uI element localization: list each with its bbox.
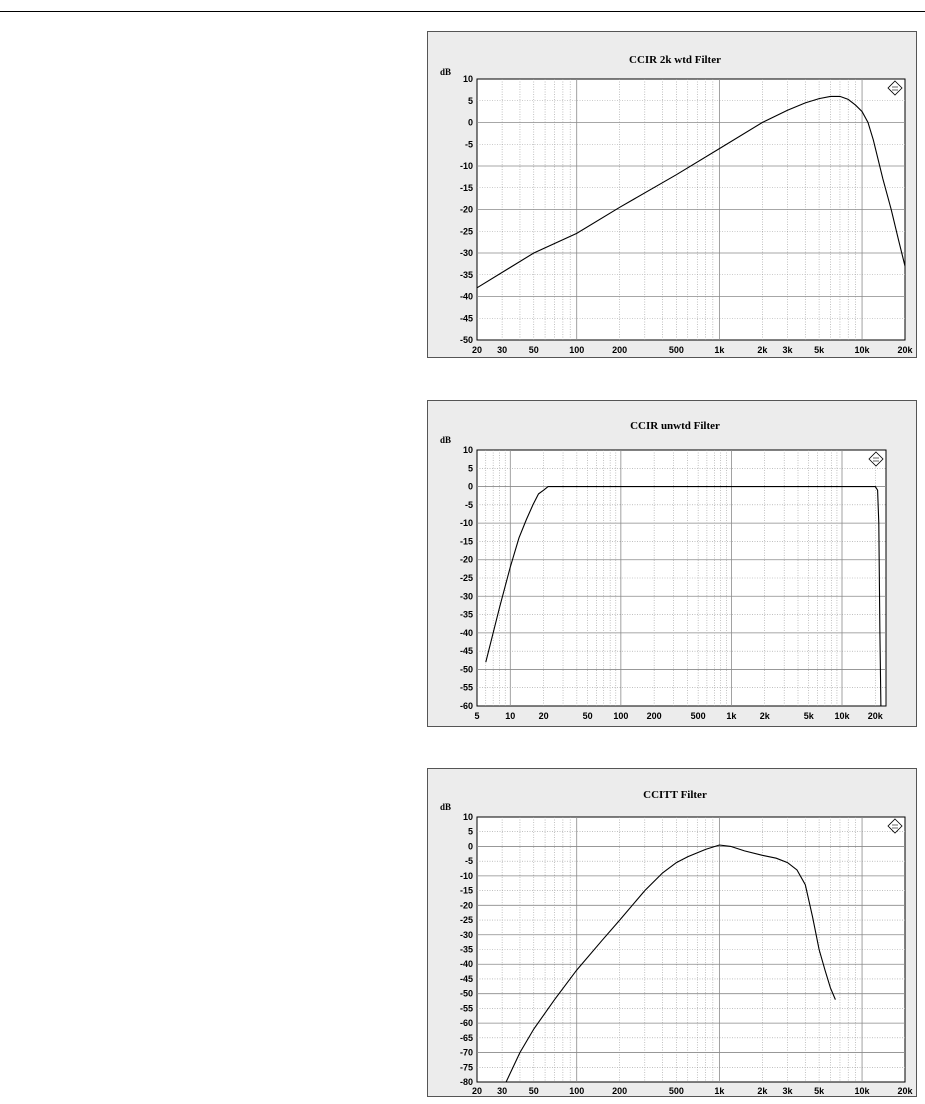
x-tick-label: 200 bbox=[646, 711, 662, 721]
y-axis-label: dB bbox=[440, 435, 452, 445]
x-tick-label: 2k bbox=[759, 711, 770, 721]
y-tick-label: -35 bbox=[459, 944, 473, 955]
x-tick-label: 20k bbox=[897, 1086, 913, 1096]
y-tick-label: 0 bbox=[467, 117, 473, 128]
x-tick-label: 3k bbox=[782, 345, 793, 355]
y-tick-label: -45 bbox=[459, 313, 473, 324]
y-tick-label: -55 bbox=[459, 682, 473, 693]
y-tick-label: -15 bbox=[459, 885, 473, 896]
y-tick-label: -25 bbox=[459, 915, 473, 926]
x-tick-label: 50 bbox=[582, 711, 593, 721]
chart-title: CCIR 2k wtd Filter bbox=[629, 54, 721, 66]
chart-title: CCIR unwtd Filter bbox=[630, 420, 720, 432]
y-tick-label: 10 bbox=[462, 74, 473, 84]
x-tick-label: 20k bbox=[867, 711, 883, 721]
chart-panel-ccir-2k-wtd bbox=[427, 31, 917, 358]
chart-svg-ccir-2k-wtd bbox=[428, 32, 916, 357]
y-tick-label: -35 bbox=[459, 609, 473, 620]
page-top-rule bbox=[0, 11, 925, 12]
y-tick-label: -40 bbox=[459, 959, 473, 970]
x-tick-label: 1k bbox=[714, 1086, 725, 1096]
x-tick-label: 20 bbox=[471, 345, 483, 355]
y-tick-label: -40 bbox=[459, 627, 473, 638]
y-tick-label: -40 bbox=[459, 291, 473, 302]
x-tick-label: 10 bbox=[505, 711, 516, 721]
y-tick-label: -45 bbox=[459, 646, 473, 657]
y-tick-label: -50 bbox=[459, 664, 473, 675]
y-tick-label: -55 bbox=[459, 1003, 473, 1014]
x-tick-label: 30 bbox=[497, 345, 508, 355]
y-tick-label: -30 bbox=[459, 248, 473, 258]
y-tick-label: -35 bbox=[459, 269, 473, 280]
y-tick-label: -15 bbox=[459, 182, 473, 193]
y-tick-label: -30 bbox=[459, 591, 473, 602]
chart-svg-ccir-unwtd bbox=[428, 401, 916, 726]
y-tick-label: 5 bbox=[467, 95, 473, 106]
x-tick-label: 5 bbox=[474, 711, 480, 721]
x-tick-label: 500 bbox=[668, 1086, 684, 1096]
x-tick-label: 100 bbox=[569, 345, 585, 355]
x-tick-label: 10k bbox=[854, 1086, 870, 1096]
x-tick-label: 2k bbox=[757, 1086, 768, 1096]
chart-panel-ccir-unwtd bbox=[427, 400, 917, 727]
x-tick-label: 50 bbox=[528, 1086, 539, 1096]
y-tick-label: -20 bbox=[459, 554, 473, 565]
y-tick-label: -20 bbox=[459, 204, 473, 215]
y-tick-label: -60 bbox=[459, 701, 473, 711]
y-tick-label: 0 bbox=[467, 841, 473, 852]
x-tick-label: 1k bbox=[714, 345, 725, 355]
x-tick-label: 20k bbox=[897, 345, 913, 355]
x-tick-label: 5k bbox=[803, 711, 814, 721]
y-tick-label: -50 bbox=[459, 335, 473, 345]
y-axis-label: dB bbox=[440, 802, 452, 812]
y-tick-label: -10 bbox=[459, 161, 473, 171]
y-tick-label: -45 bbox=[459, 973, 473, 984]
y-tick-label: 0 bbox=[467, 481, 473, 492]
x-tick-label: 500 bbox=[690, 711, 706, 721]
y-tick-label: -15 bbox=[459, 536, 473, 547]
x-tick-label: 10k bbox=[834, 711, 850, 721]
y-tick-label: -50 bbox=[459, 988, 473, 999]
x-tick-label: 200 bbox=[612, 1086, 628, 1096]
x-tick-label: 200 bbox=[612, 345, 628, 355]
y-tick-label: 5 bbox=[467, 463, 473, 474]
x-tick-label: 20 bbox=[538, 711, 549, 721]
x-tick-label: 1k bbox=[726, 711, 737, 721]
chart-panel-ccitt bbox=[427, 768, 917, 1097]
y-tick-label: -5 bbox=[464, 499, 473, 510]
y-tick-label: -60 bbox=[459, 1018, 473, 1029]
chart-svg-ccitt bbox=[428, 769, 916, 1096]
y-tick-label: 10 bbox=[462, 812, 473, 822]
x-tick-label: 500 bbox=[668, 345, 684, 355]
x-tick-label: 20 bbox=[471, 1086, 483, 1096]
x-tick-label: 100 bbox=[613, 711, 629, 721]
y-axis-label: dB bbox=[440, 67, 452, 77]
y-tick-label: -30 bbox=[459, 929, 473, 940]
y-tick-label: -5 bbox=[464, 856, 473, 867]
x-tick-label: 100 bbox=[569, 1086, 585, 1096]
y-tick-label: -25 bbox=[459, 226, 473, 237]
x-tick-label: 3k bbox=[782, 1086, 793, 1096]
plot-area bbox=[477, 817, 905, 1082]
y-tick-label: -75 bbox=[459, 1062, 473, 1073]
y-tick-label: -10 bbox=[459, 518, 473, 529]
y-tick-label: -80 bbox=[459, 1077, 473, 1087]
y-tick-label: 5 bbox=[467, 826, 473, 837]
y-tick-label: -25 bbox=[459, 573, 473, 583]
x-tick-label: 50 bbox=[528, 345, 539, 355]
x-tick-label: 2k bbox=[757, 345, 768, 355]
x-tick-label: 30 bbox=[497, 1086, 508, 1096]
x-tick-label: 5k bbox=[814, 345, 825, 355]
y-tick-label: -70 bbox=[459, 1047, 473, 1058]
y-tick-label: -10 bbox=[459, 870, 473, 881]
chart-title: CCITT Filter bbox=[643, 789, 707, 801]
y-tick-label: -20 bbox=[459, 900, 473, 911]
x-tick-label: 10k bbox=[854, 345, 870, 355]
x-tick-label: 5k bbox=[814, 1086, 825, 1096]
y-tick-label: -65 bbox=[459, 1032, 473, 1043]
y-tick-label: -5 bbox=[464, 139, 473, 150]
y-tick-label: 10 bbox=[462, 445, 473, 455]
